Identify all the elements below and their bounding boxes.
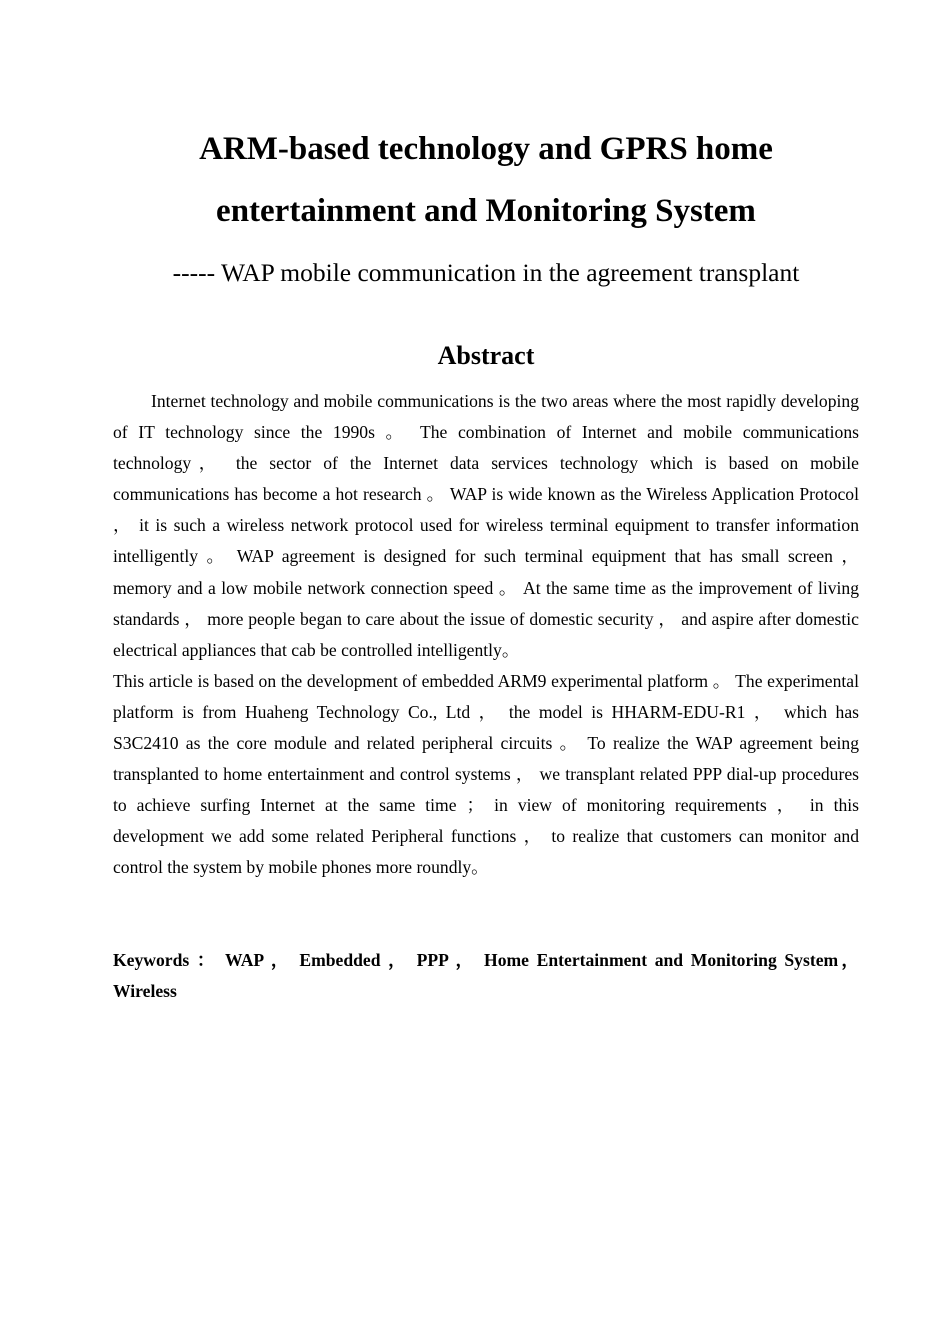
abstract-paragraph-1: Internet technology and mobile communications is the two areas where the most rapidly developing of IT technology since the 1990s 。 The combination of Internet and mobile communications technology， the sector of the Internet data services technology which is based on mobile communications has become a hot research 。 WAP is wide known as the Wireless Application Protocol ， it is such a wireless network protocol used for wireless terminal equipment to transfer information intelligently 。 WAP agreement is designed for such terminal equipment that has small screen ， memory and a low mobile network connection speed 。 At the same time as the improvement of living standards ， more people began to care about the issue of domestic security ， and aspire after domestic electrical appliances that cab be controlled intelligently。 xyxy=(113,391,859,660)
document-subtitle: ----- WAP mobile communication in the agreement transplant xyxy=(172,258,800,287)
abstract-body xyxy=(113,386,859,884)
abstract-heading: Abstract xyxy=(437,341,535,370)
document-title xyxy=(113,118,859,242)
keywords-line: Keywords ： WAP ， Embedded ， PPP ， Home Entertainment and Monitoring System，Wireless xyxy=(113,950,859,1002)
title-line-1: ARM-based technology and GPRS home xyxy=(199,131,773,167)
abstract-paragraph-2: This article is based on the development of embedded ARM9 experimental platform 。 The experimental platform is from Huaheng Technology Co., Ltd ， the model is HHARM-EDU-R1 ， which has S3C2410 as the core module and related peripheral circuits 。 To realize the WAP agreement being transplanted to home entertainment and control systems ， we transplant related PPP dial-up procedures to achieve surfing Internet at the same time ； in view of monitoring requirements ， in this development we add some related Peripheral functions ， to realize that customers can monitor and control the system by mobile phones more roundly。 xyxy=(113,670,859,878)
title-line-2: entertainment and Monitoring System xyxy=(216,193,756,229)
